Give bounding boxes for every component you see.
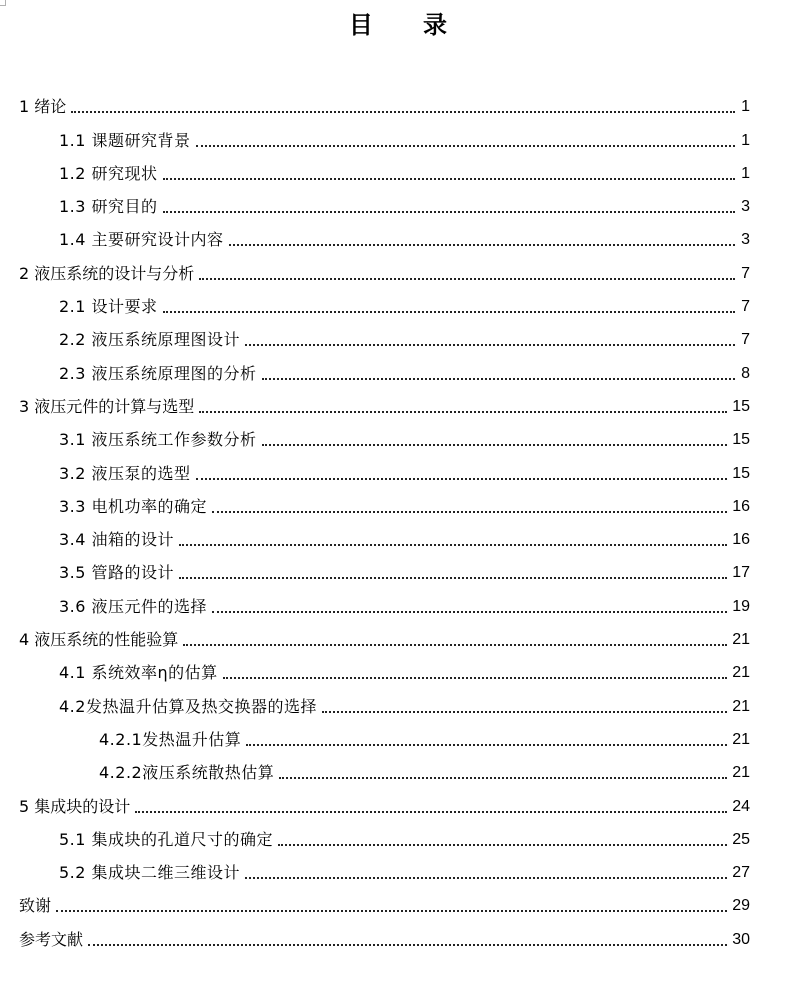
toc-entry[interactable] <box>0 517 796 550</box>
toc-page-number: 27 <box>732 864 750 882</box>
toc-entry[interactable] <box>0 317 796 350</box>
toc-entry-text: 2.2 液压系统原理图设计 <box>59 330 241 350</box>
toc-dot-leader <box>322 711 727 713</box>
toc-entry-text: 3.4 油箱的设计 <box>59 530 175 550</box>
toc-dot-leader <box>56 910 727 912</box>
toc-entry[interactable] <box>0 84 796 117</box>
toc-entry[interactable] <box>0 683 796 716</box>
toc-entry-text: 1.2 研究现状 <box>59 163 158 183</box>
toc-entry[interactable] <box>0 450 796 483</box>
toc-entry-text: 1.4 主要研究设计内容 <box>59 230 224 250</box>
toc-page-number: 7 <box>741 264 750 282</box>
toc-entry-text: 3 液压元件的计算与选型 <box>19 396 195 416</box>
toc-dot-leader <box>163 178 735 180</box>
toc-page-number: 15 <box>732 431 750 449</box>
toc-entry-text: 1.3 研究目的 <box>59 197 158 217</box>
toc-entry-text: 参考文献 <box>19 929 84 949</box>
toc-page-number: 21 <box>732 764 750 782</box>
toc-page-number: 21 <box>732 697 750 715</box>
toc-entry-text: 3.2 液压泵的选型 <box>59 463 191 483</box>
toc-page-number: 3 <box>741 231 750 249</box>
toc-entry-text: 2.3 液压系统原理图的分析 <box>59 363 257 383</box>
toc-entry[interactable] <box>0 583 796 616</box>
toc-page-number: 17 <box>732 564 750 582</box>
toc-page-number: 15 <box>732 397 750 415</box>
toc-entry-text: 3.1 液压系统工作参数分析 <box>59 430 257 450</box>
toc-entry-text: 3.5 管路的设计 <box>59 563 175 583</box>
toc-entry[interactable] <box>0 284 796 317</box>
toc-entry[interactable] <box>0 717 796 750</box>
toc-dot-leader <box>163 311 735 313</box>
toc-dot-leader <box>245 877 727 879</box>
toc-entry-text: 1.1 课题研究背景 <box>59 130 191 150</box>
toc-page-number: 7 <box>741 298 750 316</box>
toc-dot-leader <box>262 444 728 446</box>
toc-entry-text: 4.2发热温升估算及热交换器的选择 <box>59 696 317 716</box>
toc-dot-leader <box>278 844 727 846</box>
toc-entry-text: 4 液压系统的性能验算 <box>19 630 179 650</box>
toc-entry-text: 5.2 集成块二维三维设计 <box>59 863 241 883</box>
toc-entry[interactable] <box>0 883 796 916</box>
toc-entry[interactable] <box>0 817 796 850</box>
toc-entry-text: 5.1 集成块的孔道尺寸的确定 <box>59 829 274 849</box>
toc-entry-text: 1 绪论 <box>19 97 67 117</box>
toc-page-number: 16 <box>732 497 750 515</box>
toc-page-number: 1 <box>741 98 750 116</box>
toc-entry[interactable] <box>0 350 796 383</box>
toc-dot-leader <box>279 777 727 779</box>
toc-entry[interactable] <box>0 484 796 517</box>
toc-page-number: 19 <box>732 597 750 615</box>
toc-dot-leader <box>246 744 727 746</box>
toc-entry[interactable] <box>0 184 796 217</box>
toc-dot-leader <box>179 577 727 579</box>
toc-entry[interactable] <box>0 650 796 683</box>
toc-page-number: 1 <box>741 164 750 182</box>
toc-dot-leader <box>196 145 735 147</box>
toc-entry-text: 4.2.2液压系统散热估算 <box>99 763 275 783</box>
toc-entry[interactable] <box>0 417 796 450</box>
toc-page-number: 25 <box>732 830 750 848</box>
toc-entry[interactable] <box>0 384 796 417</box>
toc-dot-leader <box>88 944 727 946</box>
toc-entry-text: 5 集成块的设计 <box>19 796 131 816</box>
toc-entry[interactable] <box>0 250 796 283</box>
toc-page-number: 16 <box>732 531 750 549</box>
toc-dot-leader <box>179 544 727 546</box>
toc-dot-leader <box>199 278 735 280</box>
toc-page-number: 7 <box>741 331 750 349</box>
toc-dot-leader <box>212 511 727 513</box>
toc-page-number: 29 <box>732 897 750 915</box>
toc-page-number: 30 <box>732 930 750 948</box>
toc-entry-text: 4.1 系统效率η的估算 <box>59 663 218 683</box>
toc-entry-text: 3.6 液压元件的选择 <box>59 596 208 616</box>
toc-entry[interactable] <box>0 850 796 883</box>
toc-entry[interactable] <box>0 750 796 783</box>
toc-entry[interactable] <box>0 783 796 816</box>
toc-page-number: 8 <box>741 364 750 382</box>
toc-dot-leader <box>223 677 728 679</box>
toc-entry[interactable] <box>0 550 796 583</box>
toc-page-number: 1 <box>741 131 750 149</box>
toc-dot-leader <box>262 378 735 380</box>
toc-title: 目 录 <box>348 11 448 39</box>
toc-dot-leader <box>196 478 728 480</box>
toc-dot-leader <box>183 644 727 646</box>
toc-entry[interactable] <box>0 617 796 650</box>
page-corner-mark <box>0 0 6 6</box>
toc-dot-leader <box>135 811 727 813</box>
toc-entry-text: 4.2.1发热温升估算 <box>99 729 242 749</box>
toc-page-number: 21 <box>732 730 750 748</box>
toc-dot-leader <box>212 611 727 613</box>
toc-dot-leader <box>199 411 727 413</box>
toc-page-number: 24 <box>732 797 750 815</box>
toc-list <box>0 84 796 950</box>
toc-entry[interactable] <box>0 217 796 250</box>
toc-page-number: 15 <box>732 464 750 482</box>
toc-entry-text: 致谢 <box>19 896 52 916</box>
toc-page-number: 3 <box>741 198 750 216</box>
toc-dot-leader <box>71 111 735 113</box>
toc-entry[interactable] <box>0 916 796 949</box>
toc-dot-leader <box>245 344 735 346</box>
toc-entry-text: 3.3 电机功率的确定 <box>59 496 208 516</box>
toc-entry[interactable] <box>0 117 796 150</box>
toc-entry-text: 2 液压系统的设计与分析 <box>19 263 195 283</box>
toc-dot-leader <box>229 244 735 246</box>
toc-entry-text: 2.1 设计要求 <box>59 297 158 317</box>
toc-entry[interactable] <box>0 151 796 184</box>
toc-page-number: 21 <box>732 664 750 682</box>
toc-page-number: 21 <box>732 631 750 649</box>
toc-dot-leader <box>163 211 735 213</box>
